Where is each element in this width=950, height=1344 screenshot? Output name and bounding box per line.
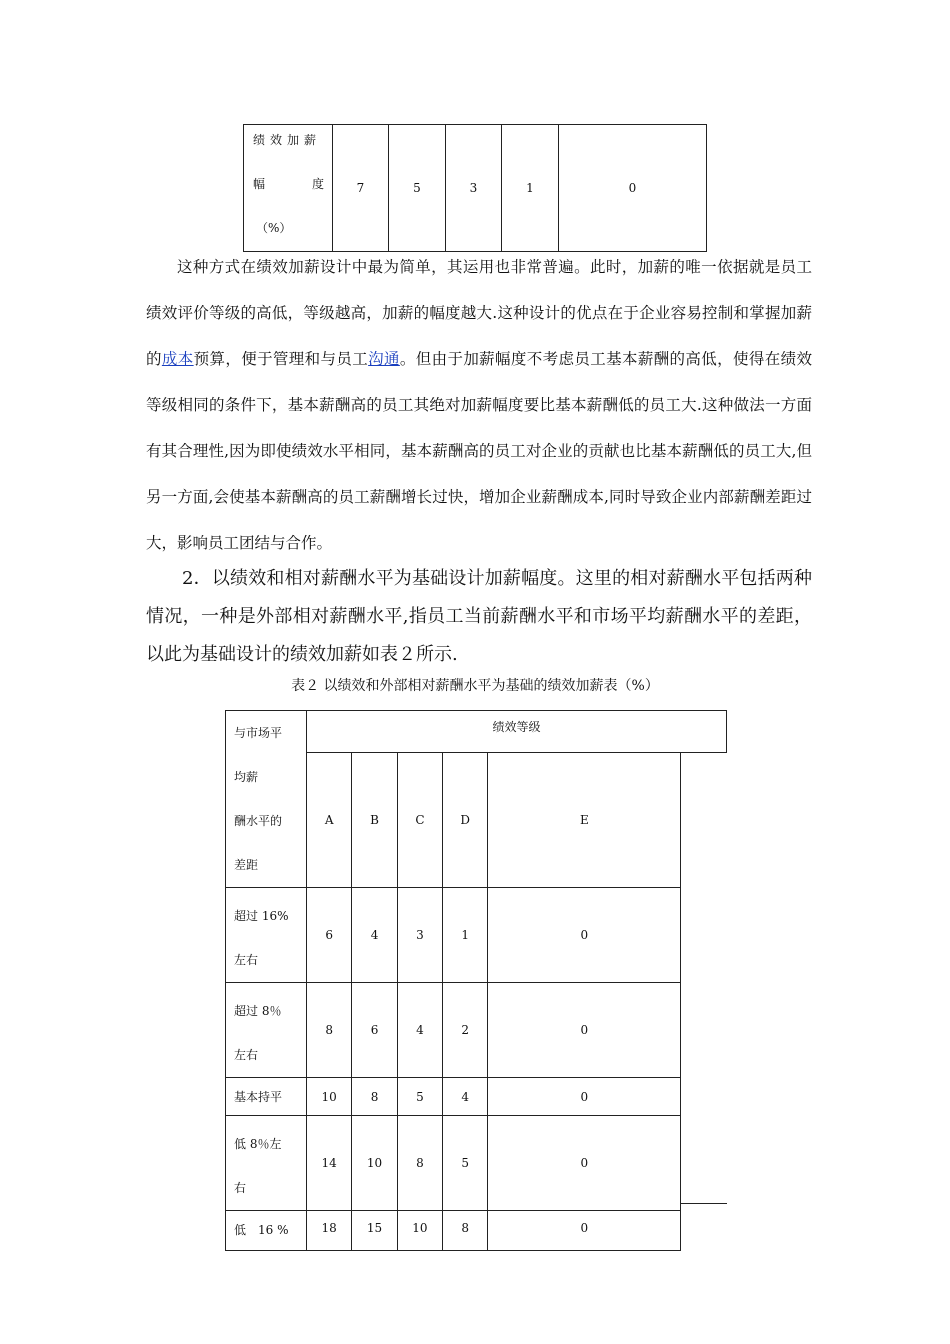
table-cell: 1 <box>443 888 488 983</box>
table-cell: 10 <box>352 1116 397 1211</box>
corner-header-line: 均薪 <box>234 770 259 784</box>
table1-value-cell: 3 <box>446 125 502 252</box>
grade-header: A <box>307 752 352 887</box>
cost-link[interactable]: 成本 <box>161 350 194 368</box>
table-row <box>226 1078 727 1116</box>
table-row <box>226 1211 727 1251</box>
corner-header-line: 与市场平 <box>234 726 283 740</box>
table-cell: 15 <box>352 1211 397 1251</box>
table-cell: 0 <box>488 888 681 983</box>
row-label-line: 超过 8％ <box>234 1004 282 1018</box>
grade-group-header: 绩效等级 <box>307 711 727 753</box>
spacer-cell <box>681 1116 727 1211</box>
table-cell: 8 <box>443 1211 488 1251</box>
table-cell: 18 <box>307 1211 352 1251</box>
grade-header: D <box>443 752 488 887</box>
table-cell: 2 <box>443 983 488 1078</box>
table-cell: 0 <box>488 983 681 1078</box>
row-label <box>226 1116 307 1211</box>
table-cell: 5 <box>397 1078 442 1116</box>
corner-header-line: 差距 <box>234 858 259 872</box>
table-cell: 0 <box>488 1116 681 1211</box>
table-cell: 8 <box>307 983 352 1078</box>
table-cell: 6 <box>352 983 397 1078</box>
spacer-cell <box>681 752 727 887</box>
corner-header-cell <box>226 711 307 888</box>
table1-header-line <box>253 175 324 192</box>
table1-header-line: （%） <box>256 221 292 235</box>
table1-value-cell: 1 <box>502 125 559 252</box>
grade-header: C <box>397 752 442 887</box>
table1-value-cell: 7 <box>333 125 389 252</box>
row-label-line: 超过 16% <box>234 909 289 923</box>
table-row <box>226 983 727 1078</box>
row-label <box>226 1211 307 1251</box>
table-cell: 4 <box>443 1078 488 1116</box>
table-bottom-rule <box>680 1203 727 1204</box>
table1-header-cell <box>244 125 333 252</box>
spacer-cell <box>681 1078 727 1116</box>
table1-header-char: 度 <box>311 177 324 191</box>
spacer-cell <box>681 888 727 983</box>
table1-header-char: 幅 <box>253 177 266 191</box>
row-label <box>226 983 307 1078</box>
table1-value-cell: 0 <box>559 125 707 252</box>
table-cell: 0 <box>488 1078 681 1116</box>
row-label <box>226 888 307 983</box>
table-cell: 0 <box>488 1211 681 1251</box>
table-cell: 8 <box>397 1116 442 1211</box>
paragraph-text: 预算，便于管理和与员工 <box>193 350 369 368</box>
spacer-cell <box>681 1211 727 1251</box>
table-cell: 4 <box>352 888 397 983</box>
table-row <box>226 1116 727 1211</box>
table-1 <box>243 124 707 252</box>
row-label-line: 右 <box>234 1181 247 1195</box>
communication-link[interactable]: 沟通 <box>368 350 400 368</box>
table-cell: 10 <box>397 1211 442 1251</box>
table-cell: 10 <box>307 1078 352 1116</box>
table-cell: 4 <box>397 983 442 1078</box>
paragraph-text: 这种方式在绩效加薪设计中最为简单，其运用也非常普遍。此时，加薪的唯一依据就是员工绩效评价等级的高低，等级越高，加薪的幅度越大.这种设计的优点在于企业容易控制和掌握加薪的 <box>146 258 812 368</box>
table-2 <box>225 710 727 1251</box>
grade-header: E <box>488 752 681 887</box>
row-label-line: 基本持平 <box>234 1090 283 1104</box>
paragraph-text: 。但由于加薪幅度不考虑员工基本薪酬的高低，使得在绩效等级相同的条件下，基本薪酬高的员工其绝对加薪幅度要比基本薪酬低的员工大.这种做法一方面有其合理性,因为即使绩效水平相同，基本薪酬高的员工对企业的贡献也比基本薪酬低的员工大,但另一方面,会使基本薪酬高的员工薪酬增长过快，增加企业薪酬成本,同时导致企业内部薪酬差距过大，影响员工团结与合作。 <box>146 350 812 552</box>
table-cell: 14 <box>307 1116 352 1211</box>
spacer-cell <box>681 983 727 1078</box>
row-label-line: 低 8％左 <box>234 1137 282 1151</box>
row-label <box>226 1078 307 1116</box>
row-label-line: 左右 <box>234 953 259 967</box>
table-cell: 5 <box>443 1116 488 1211</box>
table-cell: 3 <box>397 888 442 983</box>
corner-header-line: 酬水平的 <box>234 814 283 828</box>
table-caption: 表２ 以绩效和外部相对薪酬水平为基础的绩效加薪表（%） <box>291 678 659 694</box>
row-label-line: 左右 <box>234 1048 259 1062</box>
table-cell: 8 <box>352 1078 397 1116</box>
grade-header: B <box>352 752 397 887</box>
table-row <box>226 888 727 983</box>
table-cell: 6 <box>307 888 352 983</box>
row-label-line: 低 16 % <box>234 1223 289 1237</box>
table1-value-cell: 5 <box>389 125 446 252</box>
section-paragraph: 2．以绩效和相对薪酬水平为基础设计加薪幅度。这里的相对薪酬水平包括两种情况，一种是外部相对薪酬水平,指员工当前薪酬水平和市场平均薪酬水平的差距，以此为基础设计的绩效加薪如表２所示. <box>146 568 812 665</box>
table1-header-line: 绩效加薪 <box>253 133 322 147</box>
body-paragraph <box>146 244 812 566</box>
